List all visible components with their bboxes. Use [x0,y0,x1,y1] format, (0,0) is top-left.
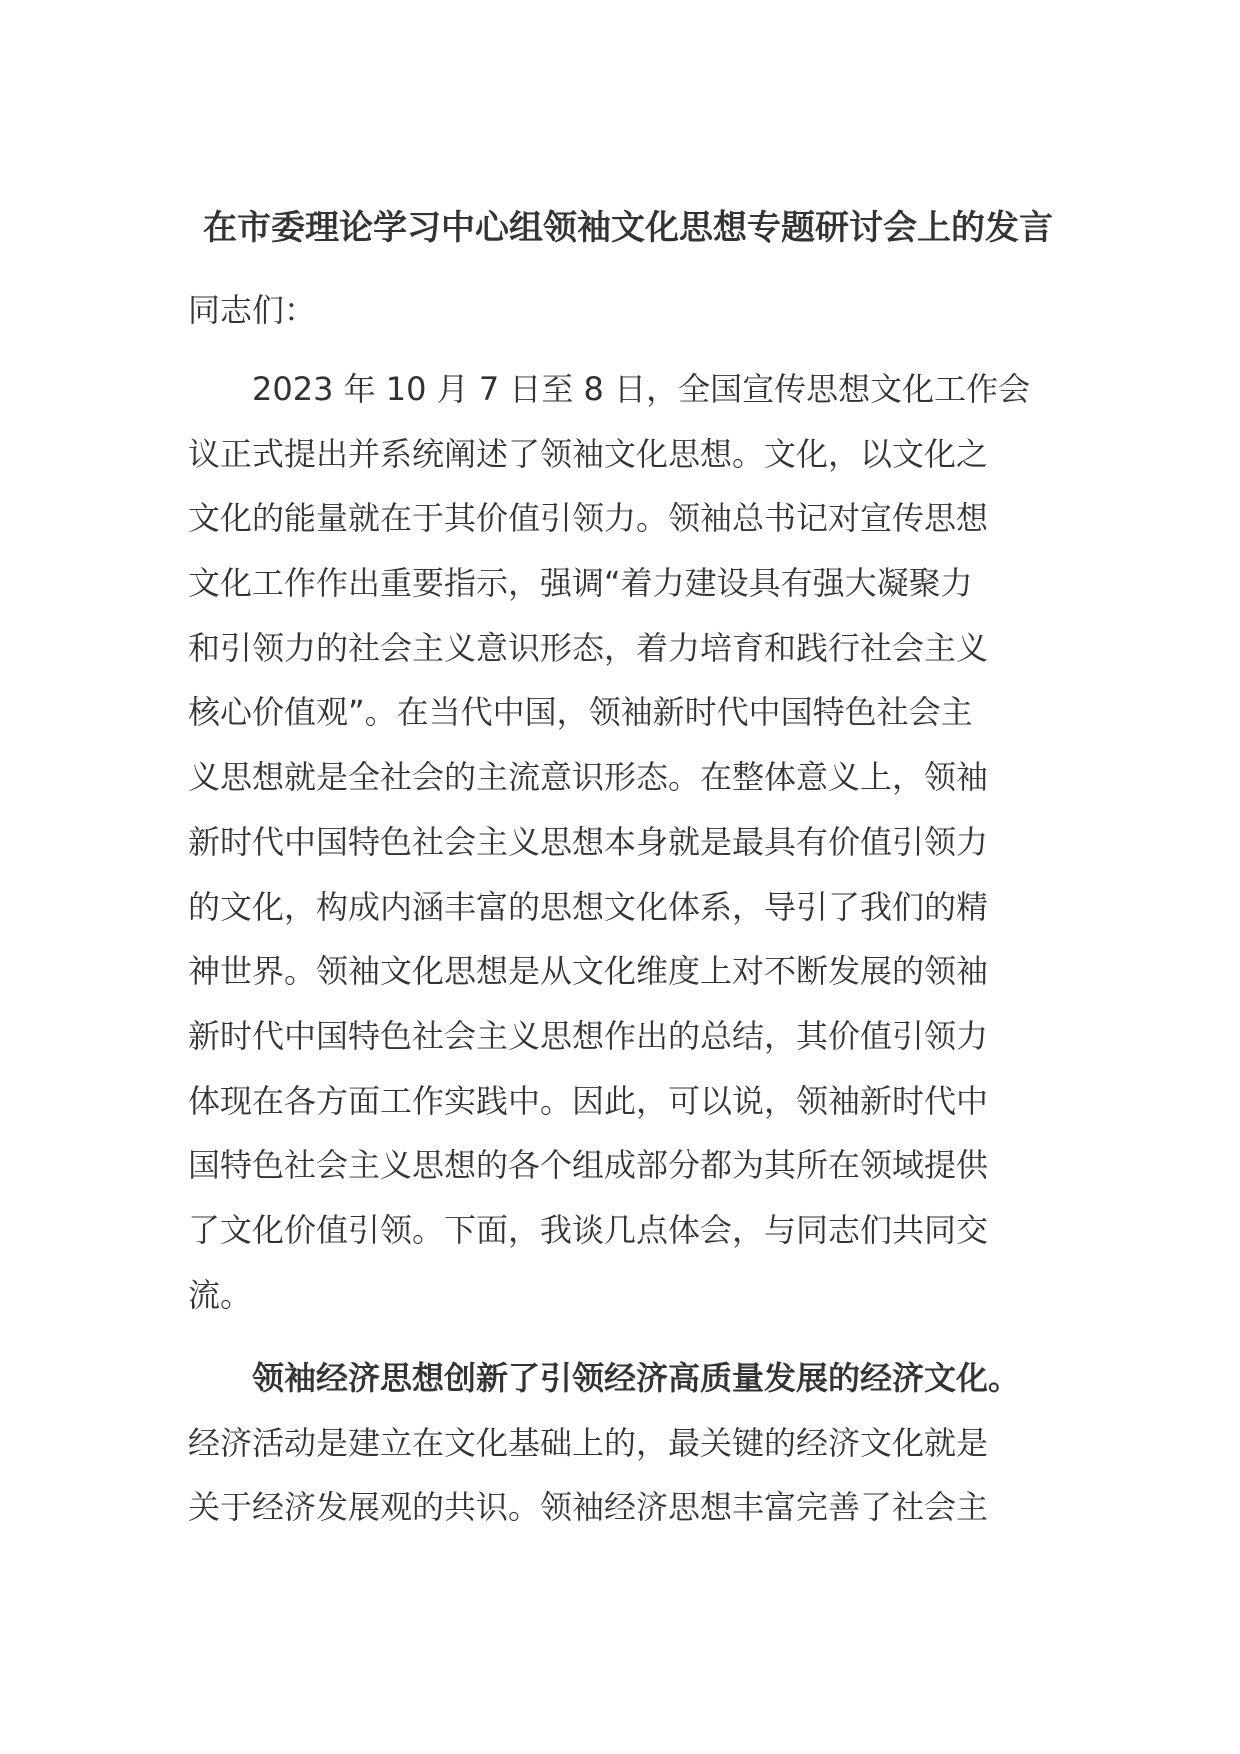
text-line: 神世界。领袖文化思想是从文化维度上对不断发展的领袖 [188,952,989,991]
text-line: 新时代中国特色社会主义思想本身就是最具有价值引领力 [188,822,989,861]
text-line: 的文化，构成内涵丰富的思想文化体系，导引了我们的精 [188,887,989,926]
text-line: 国特色社会主义思想的各个组成部分都为其所在领域提供 [188,1146,989,1185]
text-line: 和引领力的社会主义意识形态，着力培育和践行社会主义 [188,628,989,667]
text-line: 流。 [188,1275,253,1314]
text-line: 新时代中国特色社会主义思想作出的总结，其价值引领力 [188,1016,989,1055]
text-line: 体现在各方面工作实践中。因此，可以说，领袖新时代中 [188,1081,989,1120]
paragraph-economic-thought [188,1346,1020,1540]
paragraph-intro [188,357,1030,1327]
text-line: 经济活动是建立在文化基础上的，最关键的经济文化就是 [188,1423,989,1462]
text-line: 关于经济发展观的共识。领袖经济思想丰富完善了社会主 [188,1488,989,1527]
text-line: 2023 年 10 月 7 日至 8 日，全国宣传思想文化工作会 [188,370,1031,408]
section-lead-sentence: 领袖经济思想创新了引领经济高质量发展的经济文化。 [188,1359,1021,1397]
text-line: 文化工作作出重要指示，强调“着力建设具有强大凝聚力 [188,564,973,603]
text-line: 核心价值观”。在当代中国，领袖新时代中国特色社会主 [188,693,973,732]
salutation: 同志们： [188,291,317,329]
text-line: 议正式提出并系统阐述了领袖文化思想。文化，以文化之 [188,434,989,473]
text-line: 义思想就是全社会的主流意识形态。在整体意义上，领袖 [188,758,989,797]
text-line: 文化的能量就在于其价值引领力。领袖总书记对宣传思想 [188,499,989,538]
text-line: 了文化价值引领。下面，我谈几点体会，与同志们共同交 [188,1210,989,1249]
document-title: 在市委理论学习中心组领袖文化思想专题研讨会上的发言 [203,208,1053,248]
